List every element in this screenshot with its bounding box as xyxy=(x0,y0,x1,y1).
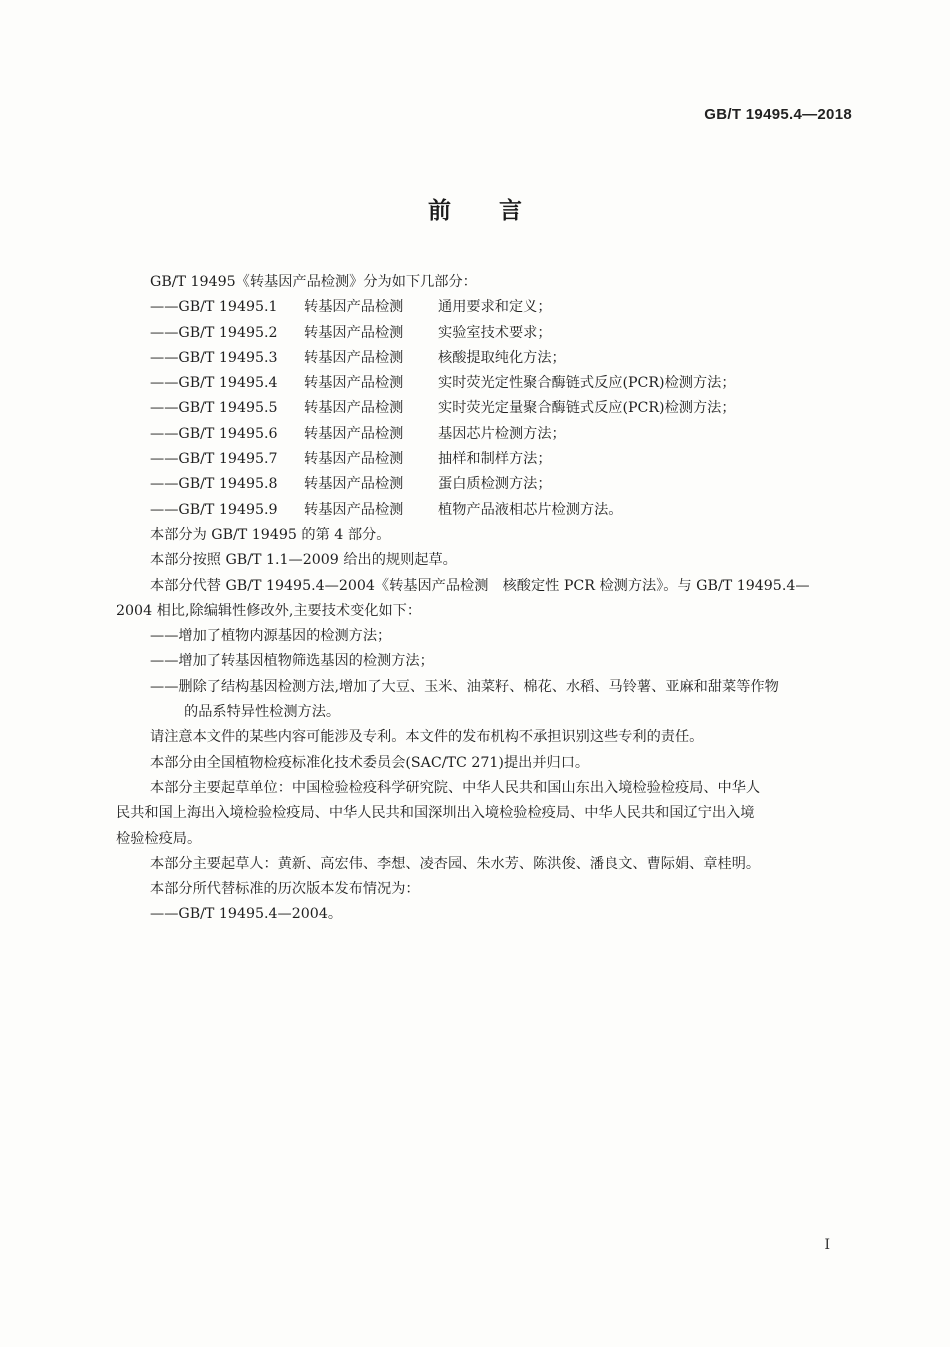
part-name: 实时荧光定性聚合酶链式反应(PCR)检测方法； xyxy=(438,375,736,392)
units-paragraph-line: 本部分主要起草单位：中国检验检疫科学研究院、中华人民共和国山东出入境检验检疫局、中华人 xyxy=(150,779,761,796)
part-of-paragraph: 本部分为 GB/T 19495 的第 4 部分。 xyxy=(150,526,391,543)
part-code: ——GB/T 19495.7 xyxy=(150,451,278,468)
list-item xyxy=(116,396,852,421)
list-item xyxy=(116,447,852,472)
proposed-paragraph: 本部分由全国植物检疫标准化技术委员会(SAC/TC 271)提出并归口。 xyxy=(150,754,590,771)
change-item-continuation: 的品系特异性检测方法。 xyxy=(184,704,341,721)
part-series: 转基因产品检测 xyxy=(304,324,404,341)
patent-paragraph: 请注意本文件的某些内容可能涉及专利。本文件的发布机构不承担识别这些专利的责任。 xyxy=(150,729,704,746)
drafters-paragraph: 本部分主要起草人：黄新、高宏伟、李想、凌杏园、朱水芳、陈洪俊、潘良文、曹际娟、章桂明。 xyxy=(150,855,761,872)
part-code: ——GB/T 19495.5 xyxy=(150,400,278,417)
history-item: ——GB/T 19495.4—2004。 xyxy=(150,906,343,923)
intro-paragraph: GB/T 19495《转基因产品检测》分为如下几部分： xyxy=(150,274,477,290)
part-series: 转基因产品检测 xyxy=(304,476,404,493)
standard-code: GB/T 19495.4—2018 xyxy=(704,106,852,123)
list-item xyxy=(116,498,852,523)
part-name: 通用要求和定义； xyxy=(438,299,552,316)
change-item: ——增加了转基因植物筛选基因的检测方法； xyxy=(150,653,434,670)
part-name: 核酸提取纯化方法； xyxy=(438,349,566,366)
page-number: I xyxy=(824,1237,830,1253)
part-name: 蛋白质检测方法； xyxy=(438,476,552,493)
drafted-paragraph: 本部分按照 GB/T 1.1—2009 给出的规则起草。 xyxy=(150,552,457,569)
part-name: 植物产品液相芯片检测方法。 xyxy=(438,501,623,518)
part-code: ——GB/T 19495.2 xyxy=(150,324,278,341)
replace-paragraph-line: 2004 相比,除编辑性修改外,主要技术变化如下： xyxy=(116,602,422,619)
part-name: 抽样和制样方法； xyxy=(438,451,552,468)
change-item: ——增加了植物内源基因的检测方法； xyxy=(150,628,392,645)
page-title: 前言 xyxy=(428,198,570,224)
part-series: 转基因产品检测 xyxy=(304,425,404,442)
part-name: 实验室技术要求； xyxy=(438,324,552,341)
replace-paragraph-line: 本部分代替 GB/T 19495.4—2004《转基因产品检测 核酸定性 PCR 检测方法》。与 GB/T 19495.4— xyxy=(150,577,810,594)
part-series: 转基因产品检测 xyxy=(304,349,404,366)
part-code: ——GB/T 19495.9 xyxy=(150,501,278,518)
units-paragraph-line: 检验检疫局。 xyxy=(116,830,202,847)
part-code: ——GB/T 19495.1 xyxy=(150,299,278,316)
part-name: 基因芯片检测方法； xyxy=(438,425,566,442)
part-series: 转基因产品检测 xyxy=(304,400,404,417)
part-code: ——GB/T 19495.3 xyxy=(150,349,278,366)
list-item xyxy=(116,346,852,371)
part-code: ——GB/T 19495.6 xyxy=(150,425,278,442)
list-item xyxy=(116,371,852,396)
foreword-body xyxy=(116,270,852,928)
units-paragraph-line: 民共和国上海出入境检验检疫局、中华人民共和国深圳出入境检验检疫局、中华人民共和国辽宁出入境 xyxy=(116,805,755,822)
parts-list xyxy=(116,295,852,523)
part-series: 转基因产品检测 xyxy=(304,375,404,392)
change-item: ——删除了结构基因检测方法,增加了大豆、玉米、油菜籽、棉花、水稻、马铃薯、亚麻和甜菜等作物 xyxy=(150,678,779,695)
part-code: ——GB/T 19495.4 xyxy=(150,375,278,392)
list-item xyxy=(116,321,852,346)
part-code: ——GB/T 19495.8 xyxy=(150,476,278,493)
history-paragraph: 本部分所代替标准的历次版本发布情况为： xyxy=(150,881,420,898)
list-item xyxy=(116,422,852,447)
list-item xyxy=(116,472,852,497)
part-series: 转基因产品检测 xyxy=(304,501,404,518)
list-item xyxy=(116,295,852,320)
part-name: 实时荧光定量聚合酶链式反应(PCR)检测方法； xyxy=(438,400,736,417)
part-series: 转基因产品检测 xyxy=(304,451,404,468)
part-series: 转基因产品检测 xyxy=(304,299,404,316)
